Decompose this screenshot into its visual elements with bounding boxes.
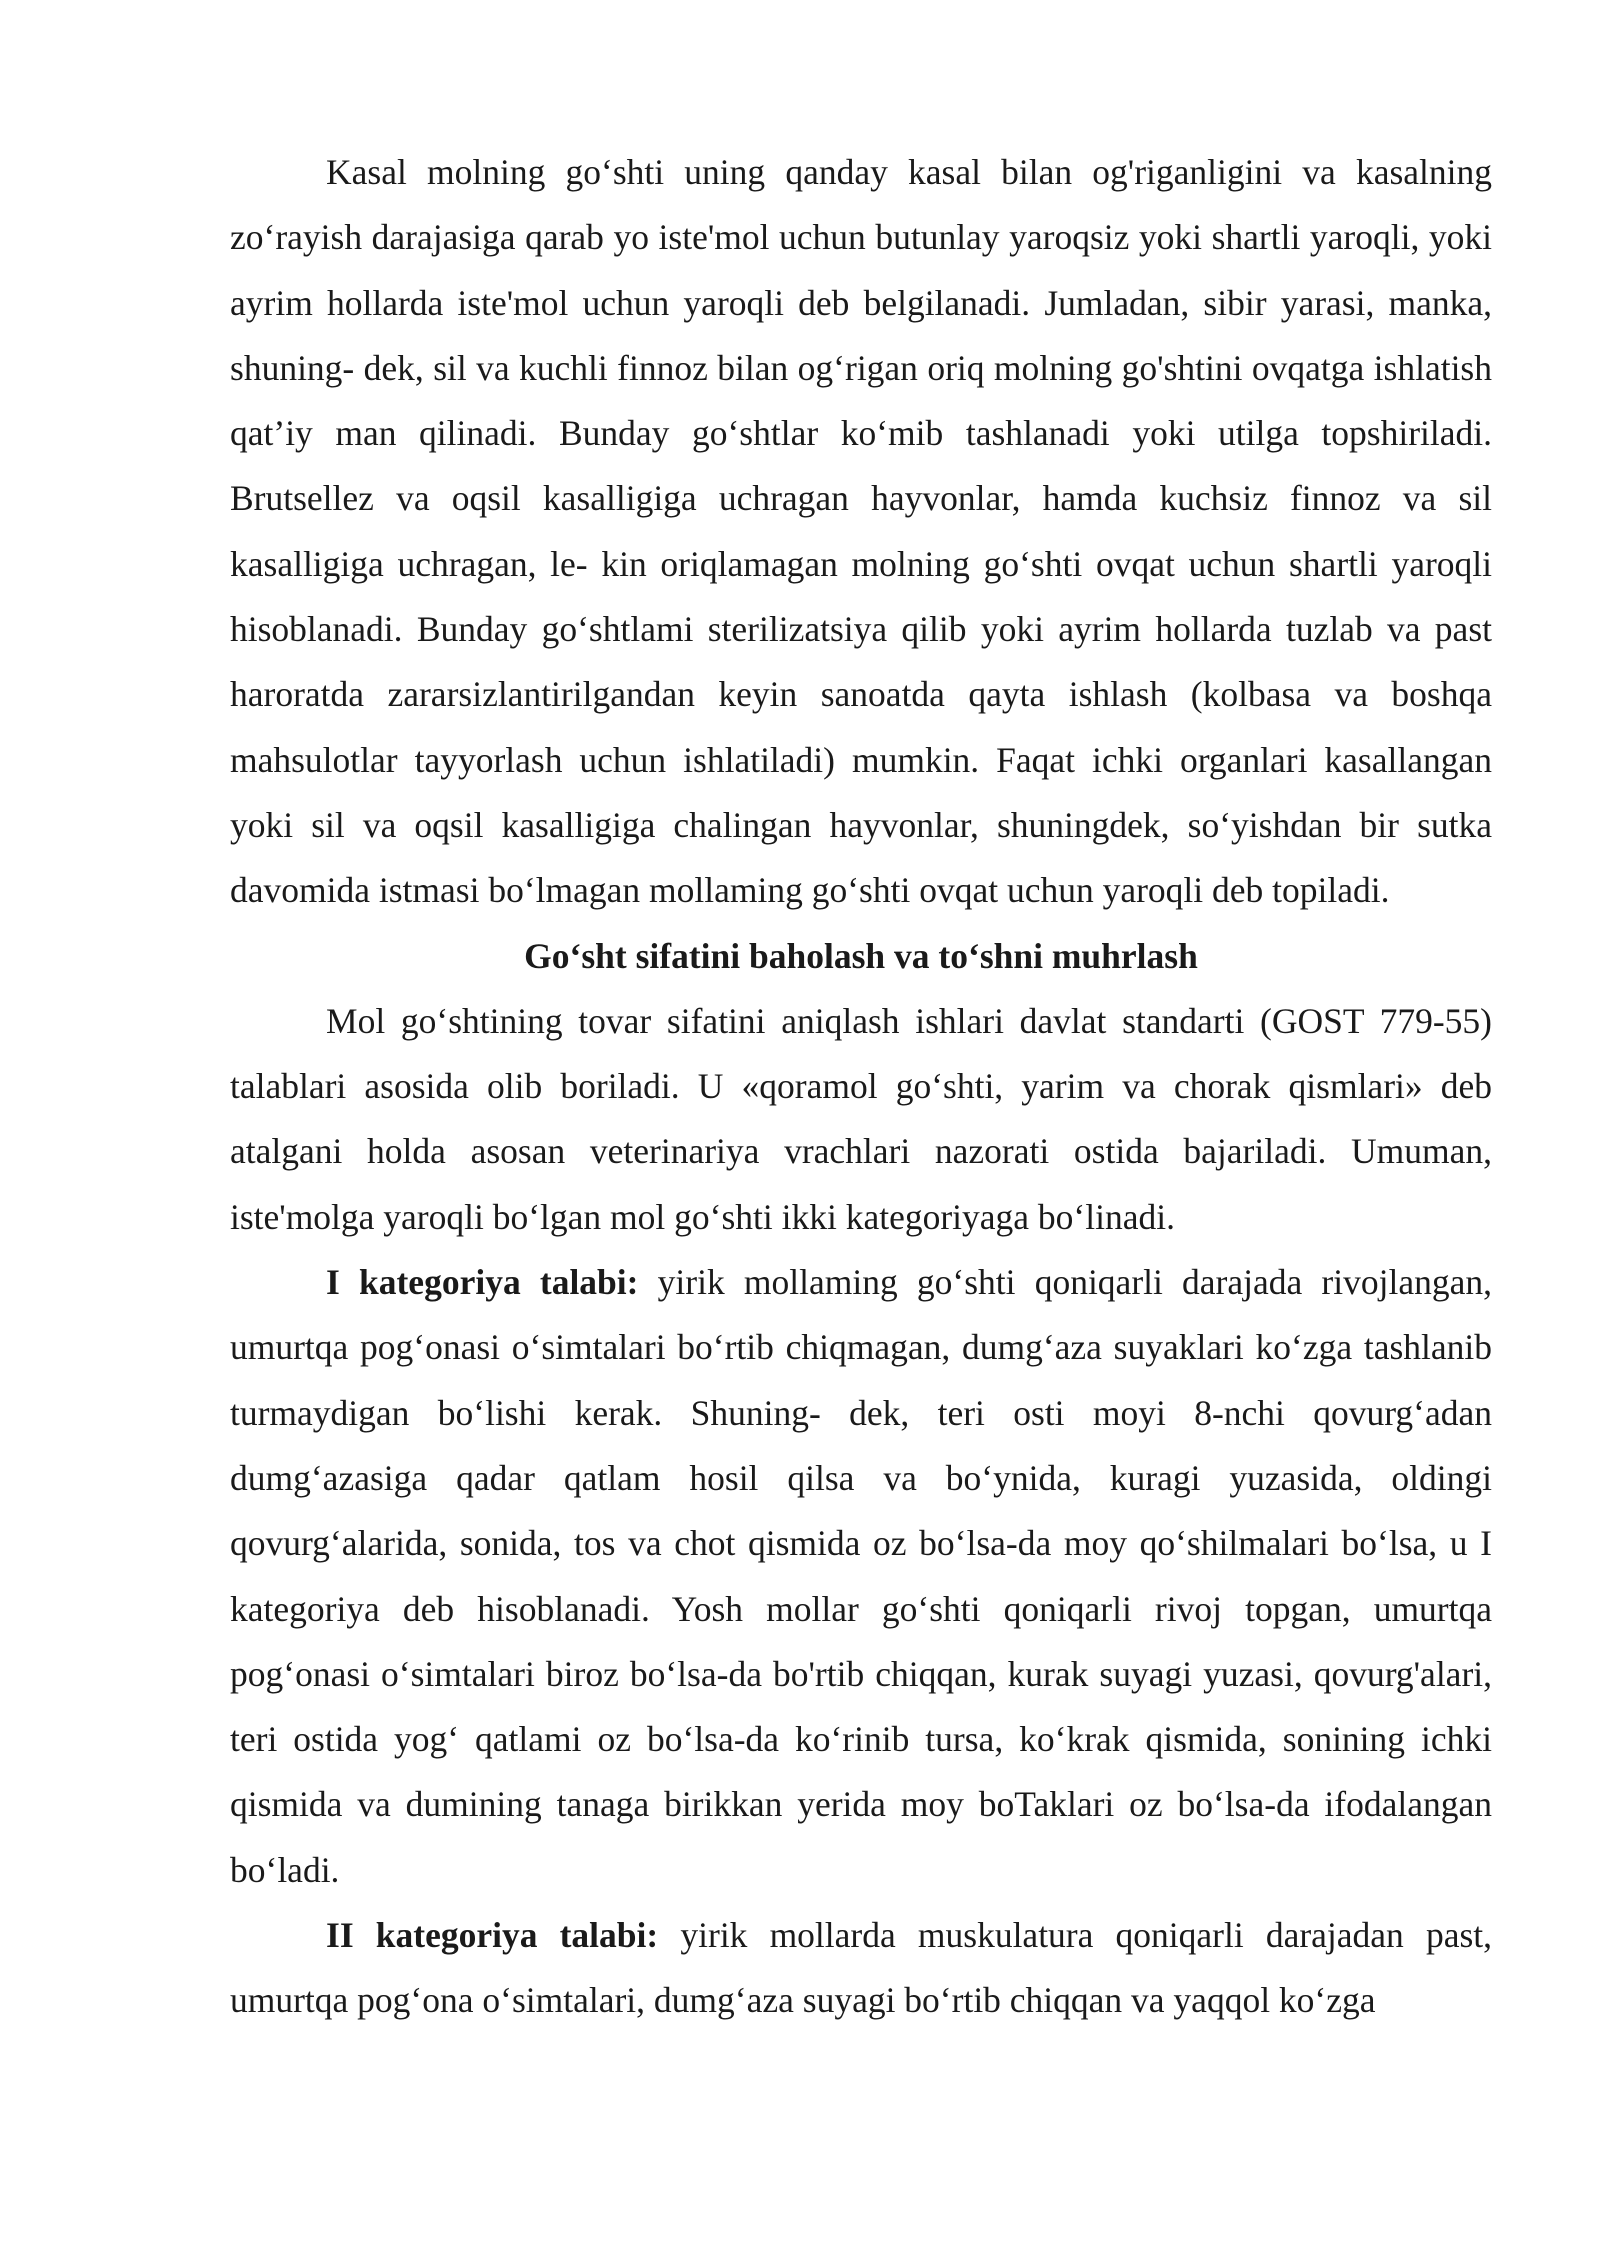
paragraph-category-one [230,1250,1492,1903]
category-two-body: yirik mollarda muskulatura qoniqarli darajadan past, umurtqa pog‘ona o‘simtalari, dumg‘aza suyagi bo‘rtib chiqqan va yaqqol ko‘zga [230,1915,1493,2021]
paragraph-category-two [230,1903,1492,2034]
section-heading: Go‘sht sifatini baholash va to‘shni muhrlash [524,935,1198,976]
paragraph-sick-animal-meat: Kasal molning go‘shti uning qanday kasal bilan og'riganligini va kasalning zo‘rayish darajasiga qarab yo iste'mol uchun butunlay yaroqsiz yoki shartli yaroqli, yoki ayrim hollarda iste'mol uchun yaroqli deb belgilanadi. Jumladan, sibir yarasi, manka, shuning- dek, sil va kuchli finnoz bilan og‘rigan oriq molning go'shtini ovqatga ishlatish qat’iy man qilinadi. Bunday go‘shtlar ko‘mib tashlanadi yoki utilga topshiriladi. Brutsellez va oqsil kasalligiga uchragan hayvonlar, hamda kuchsiz finnoz va sil kasalligiga uchragan, le- kin oriqlamagan molning go‘shti ovqat uchun shartli yaroqli hisoblanadi. Bunday go‘shtlami sterilizatsiya qilib yoki ayrim hollarda tuzlab va past haroratda zararsizlantirilgandan keyin sanoatda qayta ishlash (kolbasa va boshqa mahsulotlar tayyorlash uchun ishlatiladi) mumkin. Faqat ichki organlari kasallangan yoki sil va oqsil kasalligiga chalingan hayvonlar, shuningdek, so‘yishdan bir sutka davomida istmasi bo‘lmagan mollaming go‘shti ovqat uchun yaroqli deb topiladi. [230,152,1492,911]
category-one-body: yirik mollaming go‘shti qoniqarli darajada rivojlangan, umurtqa pog‘onasi o‘simtalari bo‘rtib chiqmagan, dumg‘aza suyaklari ko‘zga tashlanib turmaydigan bo‘lishi kerak. Shuning- dek, teri osti moyi 8-nchi qovurg‘adan dumg‘azasiga qadar qatlam hosil qilsa va bo‘ynida, kuragi yuzasida, oldingi qovurg‘alarida, sonida, tos va chot qismida oz bo‘lsa-da moy qo‘shilmalari bo‘lsa, u I kategoriya deb hisoblanadi. Yosh mollar go‘shti qoniqarli rivoj topgan, umurtqa pog‘onasi o‘simtalari biroz bo‘lsa-da bo'rtib chiqqan, kurak suyagi yuzasi, qovurg'alari, teri ostida yog‘ qatlami oz bo‘lsa-da ko‘rinib tursa, ko‘krak qismida, sonining ichki qismida va dumining tanaga birikkan yerida moy boTaklari oz bo‘lsa-da ifodalangan bo‘ladi. [230,1262,1492,1890]
paragraph-quality-standard: Mol go‘shtining tovar sifatini aniqlash ishlari davlat standarti (GOST 779-55) talablari asosida olib boriladi. U «qoramol go‘shti, yarim va chorak qismlari» deb atalgani holda asosan veterinariya vrachlari nazorati ostida bajariladi. Umuman, iste'molga yaroqli bo‘lgan mol go‘shti ikki kategoriyaga bo‘linadi. [230,1000,1492,1237]
category-one-lead: I kategoriya talabi: [326,1262,639,1303]
category-two-lead: II kategoriya talabi: [326,1915,659,1956]
document-page [230,140,1492,2034]
